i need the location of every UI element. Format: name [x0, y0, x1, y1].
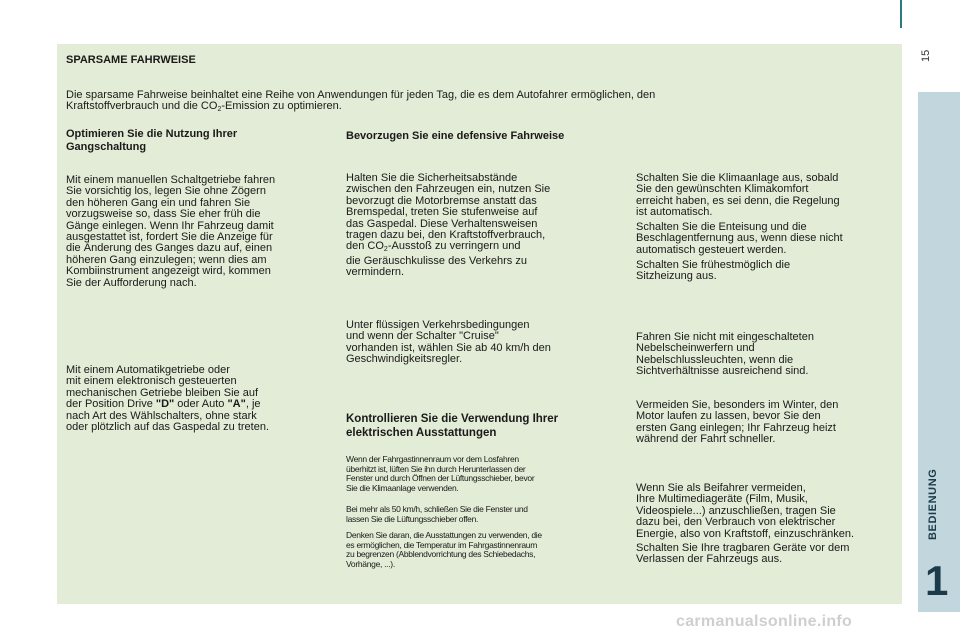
- defensive-text: Halten Sie die Sicherheitsabstände zwischen den Fahrzeugen ein, nutzen Sie bevorzugt die Motorbremse anstatt das Bremspedal, treten Sie stufenweise auf das Gaspedal. Diese Verhaltensweisen tragen dazu bei, den Kraftstoffverbrauch, den $CO_2$-Ausstoß zu verringern und die Geräuschkulisse des Verkehrs zu vermindern.: [346, 172, 551, 279]
- intro-text: Die sparsame Fahrweise beinhaltet eine Reihe von Anwendungen für jeden Tag, die es dem Autofahrer ermöglichen, den Kraftstoffverbrauch und die $CO_2$-Emission zu optimieren.: [66, 89, 656, 114]
- cruise-text: Unter flüssigen Verkehrsbedingungen und wenn der Schalter "Cruise" vorhanden ist, wählen Sie ab 40 km/h den Geschwindigkeitsregler.: [346, 319, 551, 366]
- electric-note-1: Wenn der Fahrgastinnenraum vor dem Losfahren überhitzt ist, lüften Sie ihn durch Herunterlassen der Fenster und durch Öffnen der Lüftungsschieber, bevor Sie die Klimaanlage verwenden.: [346, 454, 535, 493]
- automatic-gear-text: Mit einem Automatikgetriebe oder mit einem elektronisch gesteuerten mechanischen Getriebe bleiben Sie auf der Position Drive "D" oder Auto "A", je nach Art des Wählschalters, ohne stark oder plötzlich auf das Gaspedal zu treten.: [66, 364, 270, 434]
- footer-watermark: carmanualsonline.info: [676, 613, 853, 630]
- fog-lights-text: Fahren Sie nicht mit eingeschalteten Nebelscheinwerfern und Nebelschlussleuchten, wenn die Sichtverhältnisse ausreichend sind.: [636, 331, 814, 378]
- aircon-text: Schalten Sie die Klimaanlage aus, sobald Sie den gewünschten Klimakomfort erreicht haben, es sei denn, die Regelung ist automatisch.: [636, 172, 840, 219]
- page-number: 15: [920, 49, 932, 62]
- chapter-number: 1: [925, 557, 949, 604]
- electric-note-3: Denken Sie daran, die Ausstattungen zu verwenden, die es ermöglichen, die Temperatur im Fahrgastinnenraum zu begrenzen (Abblendvorrichtung des Schiebedachs, Vorhänge, ...).: [346, 530, 542, 569]
- gear-heading: Optimieren Sie die Nutzung Ihrer Gangschaltung: [66, 128, 238, 153]
- chapter-label: BEDIENUNG: [927, 468, 939, 540]
- defensive-heading: Bevorzugen Sie eine defensive Fahrweise: [346, 130, 565, 142]
- defrost-text: Schalten Sie die Enteisung und die Beschlagentfernung aus, wenn diese nicht automatisch gesteuert werden.: [636, 221, 843, 256]
- chapter-side-tab: [918, 92, 960, 612]
- manual-gear-text: Mit einem manuellen Schaltgetriebe fahren Sie vorsichtig los, legen Sie ohne Zögern den höheren Gang ein und fahren Sie vorzugsweise so, dass Sie eher früh die Gänge einlegen. Wenn Ihr Fahrzeug damit ausgestattet ist, fordert Sie die Anzeige für die Änderung des Ganges dazu auf, einen höheren Gang einzulegen; wenn dies am Kombiinstrument angezeigt wird, kommen Sie der Aufforderung nach.: [66, 174, 276, 289]
- top-accent-line: [900, 0, 902, 28]
- section-title: SPARSAME FAHRWEISE: [66, 54, 196, 66]
- multimedia-text: Wenn Sie als Beifahrer vermeiden, Ihre Multimediageräte (Film, Musik, Videospiele...) anzuschließen, tragen Sie dazu bei, den Verbrauch von elektrischer Energie, also von Kraftstoff, einzuschränken.: [636, 482, 855, 540]
- electric-heading: Kontrollieren Sie die Verwendung Ihrer elektrischen Ausstattungen: [346, 413, 559, 439]
- electric-note-2: Bei mehr als 50 km/h, schließen Sie die Fenster und lassen Sie die Lüftungsschieber offen.: [346, 504, 528, 524]
- winter-engine-text: Vermeiden Sie, besonders im Winter, den Motor laufen zu lassen, bevor Sie den ersten Gang einlegen; Ihr Fahrzeug heizt während der Fahrt schneller.: [636, 399, 839, 446]
- seat-heating-text: Schalten Sie frühestmöglich die Sitzheizung aus.: [636, 259, 791, 283]
- portable-devices-text: Schalten Sie Ihre tragbaren Geräte vor dem Verlassen der Fahrzeugs aus.: [636, 542, 850, 566]
